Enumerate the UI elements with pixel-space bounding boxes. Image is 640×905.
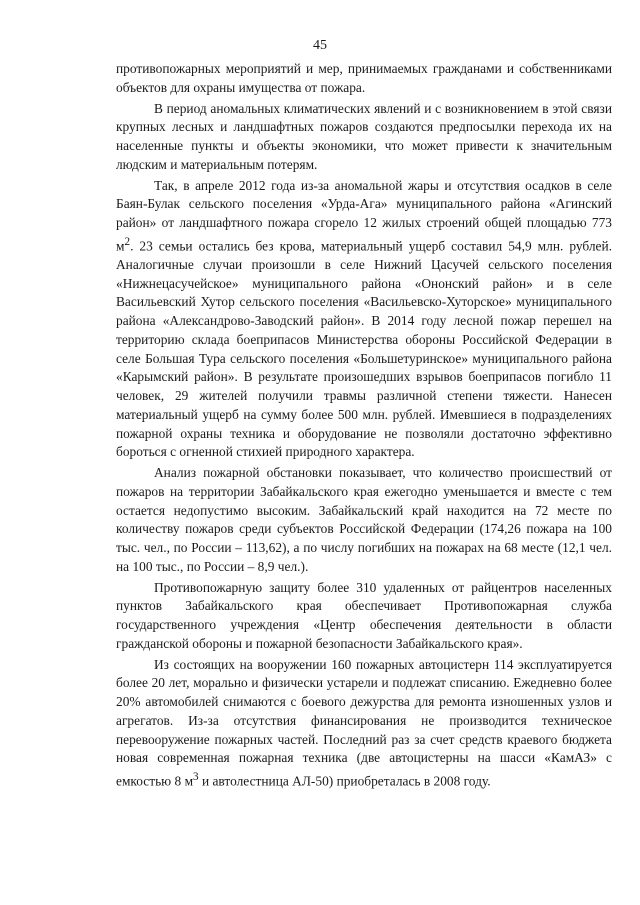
paragraph-6-text-end: и автолестница АЛ-50) приобреталась в 2008 году.	[198, 773, 491, 789]
paragraph-3	[116, 177, 612, 463]
paragraph-2: В период аномальных климатических явлений и с возникновением в этой связи крупных лесных и ландшафтных пожаров создаются предпосылки перехода их на населенные пункты и объекты экономики, что может привести к значительным людским и материальным потерям.	[116, 100, 612, 172]
paragraph-6-text-start: Из состоящих на вооружении 160 пожарных автоцистерн 114 эксплуатируется более 20 лет, морально и физически устарели и подлежат списанию. Ежедневно более 20% автомобилей снимаются с боевого дежурства для ремонта изношенных узлов и агрегатов. Из-за отсутствия финансирования не производится техническое перевооружение пожарных частей. Последний раз за счет средств краевого бюджета новая современная пожарная техника (две автоцистерны на шасси «КамАЗ» с емкостью 8 м	[116, 656, 612, 789]
paragraph-5: Противопожарную защиту более 310 удаленных от райцентров населенных пунктов Забайкальского края обеспечивает Противопожарная служба государственного учреждения «Центр обеспечения деятельности в области гражданской обороны и пожарной безопасности Забайкальского края».	[116, 579, 612, 651]
paragraph-4: Анализ пожарной обстановки показывает, что количество происшествий от пожаров на территории Забайкальского края ежегодно уменьшается и вместе с тем остается недопустимо высоким. Забайкальский край находится на 72 месте по количеству пожаров среди субъектов Российской Федерации (174,26 пожара на 100 тыс. чел., по России – 113,62), а по числу погибших на пожарах на 68 месте (12,1 чел. на 100 тыс., по России – 8,9 чел.).	[116, 465, 612, 574]
page-number: 45	[313, 38, 327, 53]
paragraph-3-text-end: . 23 семьи остались без крова, материальный ущерб составил 54,9 млн. рублей. Аналогичные случаи произошли в селе Нижний Цасучей сельского поселения «Нижнецасучейское» муниципального района «Ононский район» и в селе Васильевский Хутор сельского поселения «Васильевско-Хуторское» муниципального района «Александрово-Заводский район». В 2014 году лесной пожар перешел на территорию склада боеприпасов Министерства обороны Российской Федерации в селе Большая Тура сельского поселения «Большетуринское» муниципального района «Карымский район». В результате произошедших взрывов боеприпасов погибло 11 человек, 29 жителей получили травмы различной степени тяжести. Нанесен материальный ущерб на сумму более 500 млн. рублей. Имевшиеся в подразделениях пожарной охраны техника и оборудование не позволяли достаточно эффективно бороться с огненной стихией природного характера.	[116, 238, 612, 460]
area-unit-superscript: 2	[124, 235, 131, 248]
volume-unit-superscript: 3	[193, 771, 199, 784]
paragraph-6	[116, 656, 612, 792]
paragraph-1: противопожарных мероприятий и мер, принимаемых гражданами и собственниками объектов для охраны имущества от пожара.	[116, 61, 612, 95]
paragraph-3-text-start: Так, в апреле 2012 года из-за аномальной жары и отсутствия осадков в селе Баян-Булак сельского поселения «Урда-Ага» муниципального района «Агинский район» от ландшафтного пожара сгорело 12 жилых строений общей площадью 773 м	[116, 177, 612, 254]
document-body	[116, 60, 612, 791]
